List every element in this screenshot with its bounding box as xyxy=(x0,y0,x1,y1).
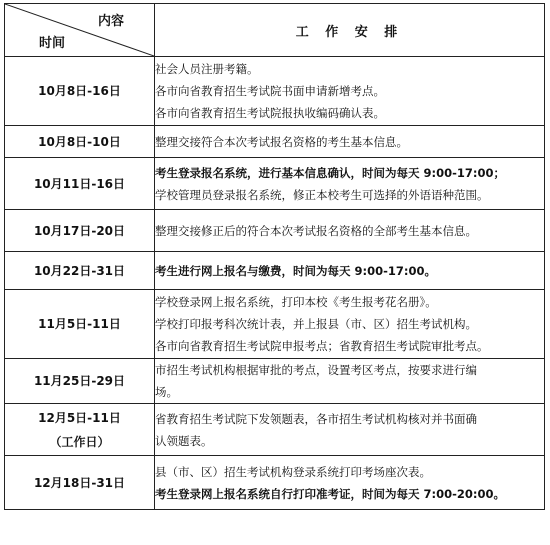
time-cell xyxy=(5,252,155,290)
time-text: 10月22日-31日 xyxy=(33,263,126,278)
arrangement-cell xyxy=(155,210,545,252)
time-cell xyxy=(5,210,155,252)
arrangement-line: 学校管理员登录报名系统，修正本校考生可选择的外语语种范围。 xyxy=(155,187,489,202)
time-text: 12月18日-31日 xyxy=(33,475,126,490)
table-row xyxy=(5,57,545,126)
arrangement-line: 考生登录网上报名系统自行打印准考证，时间为每天 7:00-20:00。 xyxy=(155,486,505,501)
time-text: 10月11日-16日 xyxy=(33,176,126,191)
time-cell xyxy=(5,57,155,126)
time-text: 10月8日-16日 xyxy=(38,84,121,98)
time-text: 11月5日-11日 xyxy=(38,317,121,331)
header-content-label: 内容 xyxy=(97,14,124,29)
arrangement-cell xyxy=(155,57,545,126)
arrangement-line: 认领题表。 xyxy=(155,433,213,448)
table-row xyxy=(5,252,545,290)
arrangement-line: 整理交接符合本次考试报名资格的考生基本信息。 xyxy=(155,134,408,149)
arrangement-line: 各市向省教育招生考试院报执收编码确认表。 xyxy=(155,106,385,120)
arrangement-cell xyxy=(155,252,545,290)
table-row xyxy=(5,404,545,456)
arrangement-line: 学校登录网上报名系统，打印本校《考生报考花名册》。 xyxy=(155,295,437,309)
schedule-table xyxy=(4,3,545,510)
time-cell xyxy=(5,456,155,510)
diagonal-line xyxy=(5,4,154,56)
time-cell xyxy=(5,404,155,456)
table-row xyxy=(5,210,545,252)
time-text: 10月8日-10日 xyxy=(38,134,121,149)
table-row xyxy=(5,126,545,158)
time-cell xyxy=(5,158,155,210)
header-time-label: 时间 xyxy=(39,36,66,51)
arrangement-line: 县（市、区）招生考试机构登录系统打印考场座次表。 xyxy=(155,464,431,479)
table-header-row xyxy=(5,4,545,57)
arrangement-line: 整理交接修正后的符合本次考试报名资格的全部考生基本信息。 xyxy=(155,223,477,238)
time-cell xyxy=(5,126,155,158)
time-text: 11月25日-29日 xyxy=(33,374,126,388)
time-text: 12月5日-11日 xyxy=(38,410,121,425)
arrangement-cell xyxy=(155,158,545,210)
time-cell xyxy=(5,359,155,404)
arrangement-line: 省教育招生考试院下发领题表，各市招生考试机构核对并书面确 xyxy=(155,411,477,426)
arrangement-line: 学校打印报考科次统计表，并上报县（市、区）招生考试机构。 xyxy=(155,317,477,331)
table-row xyxy=(5,158,545,210)
time-cell xyxy=(5,290,155,359)
arrangement-line: 各市向省教育招生考试院申报考点；省教育招生考试院审批考点。 xyxy=(155,339,489,353)
diagonal-header-cell xyxy=(5,4,155,57)
table-row xyxy=(5,456,545,510)
arrangement-cell xyxy=(155,404,545,456)
arrangement-line: 各市向省教育招生考试院书面申请新增考点。 xyxy=(155,84,385,98)
time-text: （工作日） xyxy=(49,434,110,449)
table-row xyxy=(5,290,545,359)
arrangement-cell xyxy=(155,126,545,158)
arrangement-cell xyxy=(155,290,545,359)
arrangement-line: 考生登录报名系统，进行基本信息确认，时间为每天 9:00-17:00； xyxy=(155,165,505,180)
header-arrangement-label: 工 作 安 排 xyxy=(155,4,545,57)
arrangement-line: 市招生考试机构根据审批的考点，设置考区考点，按要求进行编 xyxy=(155,363,477,377)
arrangement-line: 考生进行网上报名与缴费，时间为每天 9:00-17:00。 xyxy=(155,263,436,278)
arrangement-line: 社会人员注册考籍。 xyxy=(155,62,259,76)
arrangement-line: 场。 xyxy=(155,385,178,399)
arrangement-cell xyxy=(155,456,545,510)
time-text: 10月17日-20日 xyxy=(33,223,126,238)
arrangement-cell xyxy=(155,359,545,404)
table-row xyxy=(5,359,545,404)
